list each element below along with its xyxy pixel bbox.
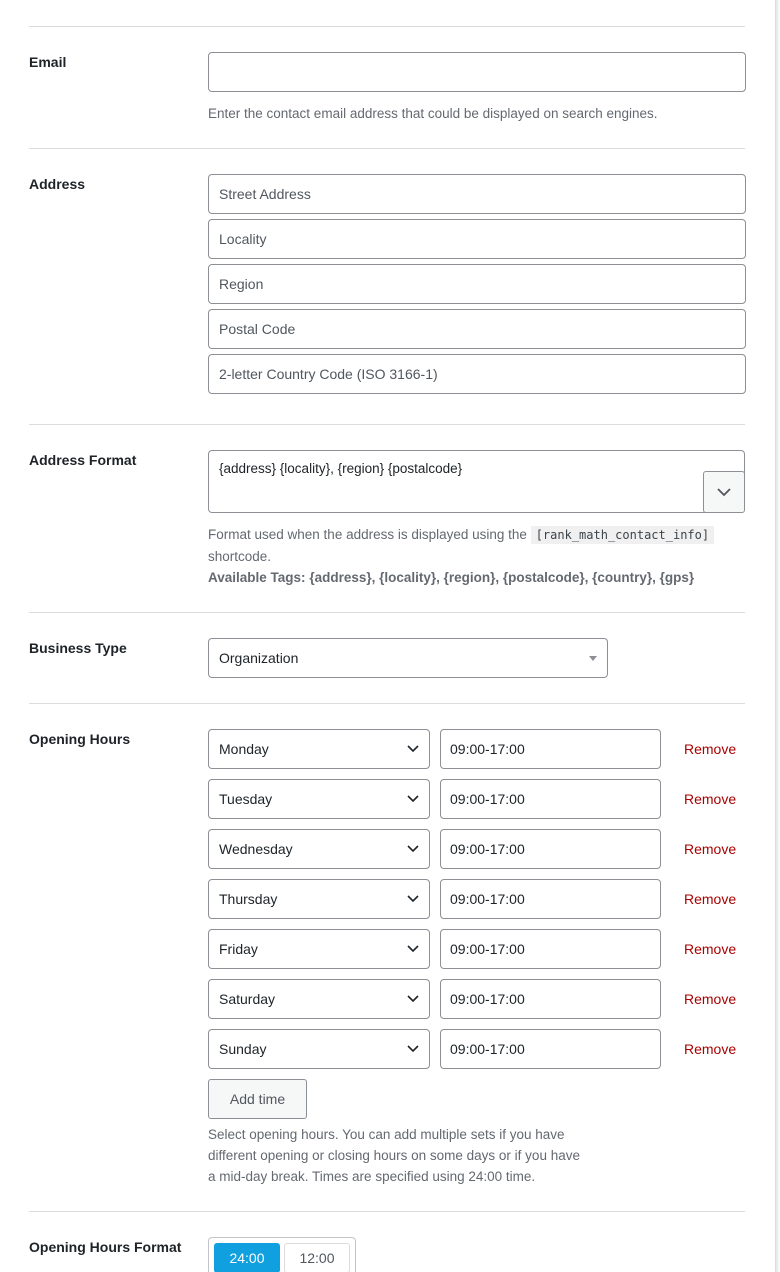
time-value: 09:00-17:00 [450,1041,525,1057]
opening-hours-row [208,729,748,769]
business-type-select[interactable] [208,638,608,678]
available-tags-label: Available Tags: [208,570,306,585]
divider [29,424,745,425]
address-format-help-prefix: Format used when the address is displayed using the [208,527,527,542]
chevron-down-icon [407,1045,419,1053]
country-code-placeholder: 2-letter Country Code (ISO 3166-1) [219,366,438,382]
time-input[interactable] [440,879,661,919]
country-code-input[interactable] [208,354,746,394]
day-select[interactable] [208,979,430,1019]
opening-hours-help-line: different opening or closing hours on some days or if you have [208,1148,580,1163]
day-value: Monday [219,741,269,757]
time-input[interactable] [440,979,661,1019]
postal-code-placeholder: Postal Code [219,321,296,337]
caret-down-icon [589,656,597,661]
time-input[interactable] [440,829,661,869]
shortcode: [rank_math_contact_info] [531,526,714,544]
opening-hours-help-line: a mid-day break. Times are specified using 24:00 time. [208,1169,536,1184]
day-value: Thursday [219,891,278,907]
divider [29,703,745,704]
day-select[interactable] [208,929,430,969]
day-value: Sunday [219,1041,267,1057]
remove-button[interactable]: Remove [684,991,737,1007]
opening-hours-row [208,879,748,919]
address-label: Address [29,176,86,192]
postal-code-input[interactable] [208,309,746,349]
remove-button[interactable]: Remove [684,791,737,807]
day-select[interactable] [208,879,430,919]
business-type-label: Business Type [29,640,127,656]
region-placeholder: Region [219,276,264,292]
time-value: 09:00-17:00 [450,941,525,957]
remove-button[interactable]: Remove [684,741,737,757]
time-value: 09:00-17:00 [450,791,525,807]
address-format-help-suffix: shortcode. [208,549,272,564]
chevron-down-icon [407,845,419,853]
available-tags: {address}, {locality}, {region}, {postalcode}, {country}, {gps} [309,570,695,585]
time-input[interactable] [440,779,661,819]
email-label: Email [29,54,67,70]
address-format-textarea[interactable] [208,450,745,513]
chevron-down-icon [407,895,419,903]
opening-hours-row [208,979,748,1019]
remove-button[interactable]: Remove [684,891,737,907]
opening-hours-row [208,829,748,869]
opening-hours-help [208,1124,628,1187]
address-format-value: {address} {locality}, {region} {postalcode} [219,461,463,476]
locality-input[interactable] [208,219,746,259]
time-value: 09:00-17:00 [450,841,525,857]
day-value: Tuesday [219,791,273,807]
time-input[interactable] [440,929,661,969]
day-select[interactable] [208,829,430,869]
business-type-value: Organization [219,650,299,666]
divider [29,1211,745,1212]
remove-button[interactable]: Remove [684,1041,737,1057]
time-value: 09:00-17:00 [450,991,525,1007]
address-format-label: Address Format [29,452,137,468]
divider [29,612,745,613]
opening-hours-row [208,779,748,819]
day-value: Saturday [219,991,276,1007]
remove-button[interactable]: Remove [684,941,737,957]
divider [29,148,745,149]
day-value: Wednesday [219,841,293,857]
chevron-down-icon [717,488,731,497]
time-input[interactable] [440,1029,661,1069]
region-input[interactable] [208,264,746,304]
hours-format-toggle [208,1237,356,1272]
chevron-down-icon [407,795,419,803]
time-value: 09:00-17:00 [450,891,525,907]
day-select[interactable] [208,729,430,769]
opening-hours-row [208,1029,748,1069]
format-24-button[interactable]: 24:00 [214,1243,280,1272]
time-input[interactable] [440,729,661,769]
add-time-button[interactable]: Add time [208,1079,307,1119]
day-select[interactable] [208,779,430,819]
divider [29,26,745,27]
format-12-button[interactable]: 12:00 [284,1243,350,1272]
email-help: Enter the contact email address that could be displayed on search engines. [208,106,658,121]
day-select[interactable] [208,1029,430,1069]
panel-shadow [776,0,780,1272]
chevron-down-icon [407,995,419,1003]
day-value: Friday [219,941,258,957]
street-address-placeholder: Street Address [219,186,311,202]
opening-hours-label: Opening Hours [29,731,131,747]
locality-placeholder: Locality [219,231,267,247]
chevron-down-icon [407,745,419,753]
remove-button[interactable]: Remove [684,841,737,857]
time-value: 09:00-17:00 [450,741,525,757]
opening-hours-format-label: Opening Hours Format [29,1239,182,1255]
email-input[interactable] [208,52,746,92]
expand-toggle-button[interactable] [703,471,745,513]
chevron-down-icon [407,945,419,953]
opening-hours-help-line: Select opening hours. You can add multiple sets if you have [208,1127,565,1142]
street-address-input[interactable] [208,174,746,214]
address-format-help [208,524,748,588]
opening-hours-row [208,929,748,969]
